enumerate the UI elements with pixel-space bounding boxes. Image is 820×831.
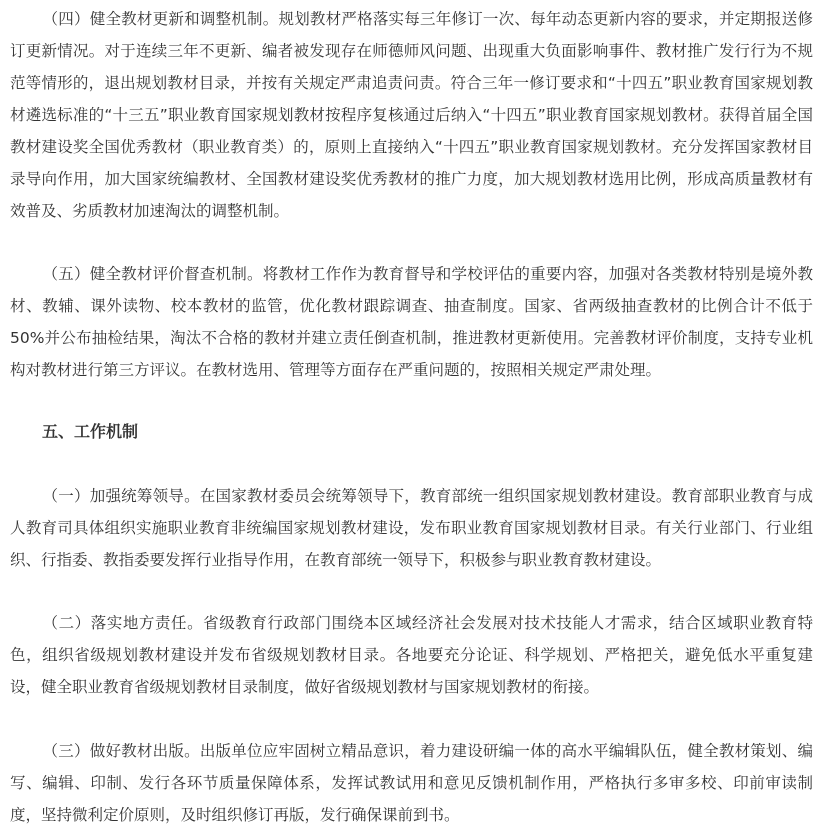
paragraph-local-responsibility: （二）落实地方责任。省级教育行政部门围绕本区域经济社会发展对技术技能人才需求，结合区域职业教育特色，组织省级规划教材建设并发布省级规划教材目录。各地要充分论证、科学规划、严格把关，避免低水平重复建设，健全职业教育省级规划教材目录制度，做好省级规划教材与国家规划教材的衔接。	[10, 614, 813, 696]
paragraph-coordinated-leadership: （一）加强统筹领导。在国家教材委员会统筹领导下，教育部统一组织国家规划教材建设。教育部职业教育与成人教育司具体组织实施职业教育非统编国家规划教材建设，发布职业教育国家规划教材目录。有关行业部门、行业组织、行指委、教指委要发挥行业指导作用，在教育部统一领导下，积极参与职业教育教材建设。	[10, 487, 813, 569]
section-heading: 五、工作机制	[42, 422, 139, 441]
paragraph-textbook-publishing: （三）做好教材出版。出版单位应牢固树立精品意识，着力建设研编一体的高水平编辑队伍，健全教材策划、编写、编辑、印制、发行各环节质量保障体系，发挥试教试用和意见反馈机制作用，严格执行多审多校、印前审读制度，坚持微利定价原则，及时组织修订再版，发行确保课前到书。	[10, 742, 813, 824]
paragraph-textbook-evaluation-mechanism: （五）健全教材评价督查机制。将教材工作作为教育督导和学校评估的重要内容，加强对各类教材特别是境外教材、教辅、课外读物、校本教材的监管，优化教材跟踪调查、抽查制度。国家、省两级抽查教材的比例合计不低于50%并公布抽检结果，淘汰不合格的教材并建立责任倒查机制，推进教材更新使用。完善教材评价制度，支持专业机构对教材进行第三方评议。在教材选用、管理等方面存在严重问题的，按照相关规定严肃处理。	[10, 265, 813, 379]
paragraph-textbook-update-mechanism: （四）健全教材更新和调整机制。规划教材严格落实每三年修订一次、每年动态更新内容的要求，并定期报送修订更新情况。对于连续三年不更新、编者被发现存在师德师风问题、出现重大负面影响事件、教材推广发行行为不规范等情形的，退出规划教材目录，并按有关规定严肃追责问责。符合三年一修订要求和“十四五”职业教育国家规划教材遴选标准的“十三五”职业教育国家规划教材按程序复核通过后纳入“十四五”职业教育国家规划教材。获得首届全国教材建设奖全国优秀教材（职业教育类）的，原则上直接纳入“十四五”职业教育国家规划教材。充分发挥国家教材目录导向作用，加大国家统编教材、全国教材建设奖优秀教材的推广力度，加大规划教材选用比例，形成高质量教材有效普及、劣质教材加速淘汰的调整机制。	[10, 10, 813, 220]
